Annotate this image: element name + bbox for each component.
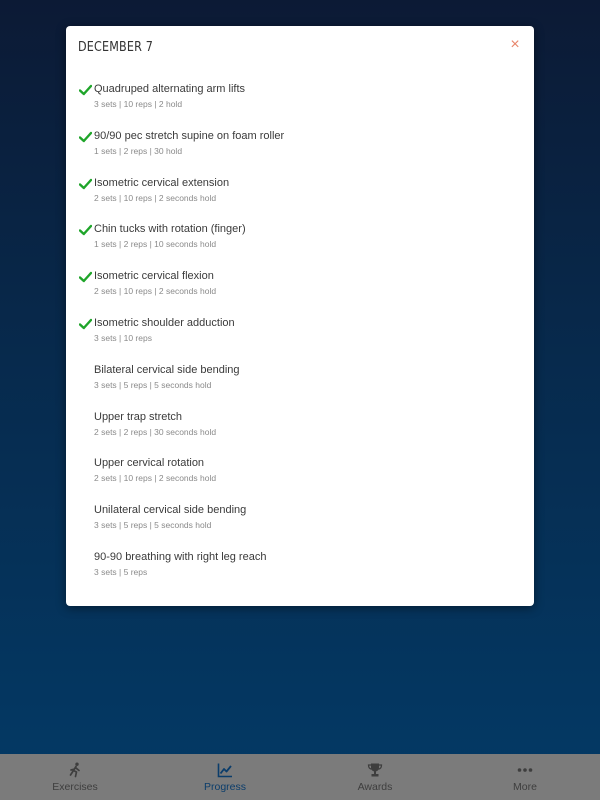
exercise-day-modal — [66, 26, 534, 606]
checkmark-icon — [79, 318, 92, 330]
exercise-detail: 1 sets | 2 reps | 30 hold — [94, 145, 183, 156]
exercise-detail: 2 sets | 10 reps | 2 seconds hold — [94, 192, 217, 203]
chart-icon — [217, 762, 233, 778]
exercise-name: Bilateral cervical side bending — [94, 363, 240, 376]
modal-title: DECEMBER 7 — [78, 40, 154, 55]
checkmark-icon — [79, 84, 92, 96]
more-dots-icon — [517, 762, 533, 778]
tab-exercises[interactable] — [0, 754, 150, 800]
exercise-detail: 2 sets | 10 reps | 2 seconds hold — [94, 286, 217, 297]
exercise-name: Isometric cervical extension — [94, 176, 230, 189]
exercise-item[interactable] — [78, 314, 522, 361]
exercise-detail: 3 sets | 5 reps — [94, 566, 148, 577]
exercise-detail: 2 sets | 10 reps | 2 seconds hold — [94, 473, 217, 484]
exercise-item[interactable] — [78, 220, 522, 267]
tab-label: Awards — [357, 780, 393, 793]
exercise-detail: 3 sets | 10 reps | 2 hold — [94, 99, 183, 109]
exercise-item[interactable] — [78, 361, 522, 408]
exercise-item[interactable] — [78, 127, 522, 174]
exercise-name: Quadruped alternating arm lifts — [94, 83, 246, 95]
checkmark-icon — [79, 178, 92, 190]
exercise-detail: 3 sets | 5 reps | 5 seconds hold — [94, 520, 212, 531]
trophy-icon — [367, 762, 383, 778]
exercise-item[interactable] — [78, 267, 522, 314]
exercise-list — [78, 80, 522, 595]
exercise-name: Unilateral cervical side bending — [94, 504, 247, 517]
running-person-icon — [67, 762, 83, 778]
exercise-detail: 3 sets | 10 reps — [94, 332, 152, 343]
exercise-detail: 2 sets | 2 reps | 30 seconds hold — [94, 426, 217, 437]
exercise-detail: 3 sets | 5 reps | 5 seconds hold — [94, 379, 212, 390]
close-button[interactable]: × — [510, 36, 520, 53]
exercise-item[interactable] — [78, 80, 522, 127]
checkmark-icon — [79, 131, 92, 143]
exercise-name: Upper cervical rotation — [94, 457, 205, 470]
exercise-detail: 1 sets | 2 reps | 10 seconds hold — [94, 239, 217, 250]
tab-label: Progress — [203, 780, 246, 793]
exercise-name: Chin tucks with rotation (finger) — [94, 223, 246, 236]
exercise-item[interactable] — [78, 501, 522, 548]
exercise-item[interactable] — [78, 174, 522, 221]
checkmark-icon — [79, 224, 92, 236]
exercise-item[interactable] — [78, 408, 522, 455]
tab-awards[interactable] — [300, 754, 450, 800]
bottom-tab-bar — [0, 754, 600, 800]
tab-more[interactable] — [450, 754, 600, 800]
exercise-name: 90-90 breathing with right leg reach — [94, 550, 267, 563]
exercise-name: Isometric shoulder adduction — [94, 316, 235, 329]
tab-progress[interactable] — [150, 754, 300, 800]
checkmark-icon — [79, 271, 92, 283]
exercise-item[interactable] — [78, 548, 522, 595]
tab-label: Exercises — [52, 780, 98, 793]
tab-label: More — [513, 780, 537, 793]
exercise-name: Upper trap stretch — [94, 410, 183, 423]
exercise-name: 90/90 pec stretch supine on foam roller — [94, 129, 285, 142]
exercise-item[interactable] — [78, 454, 522, 501]
exercise-name: Isometric cervical flexion — [94, 270, 214, 283]
